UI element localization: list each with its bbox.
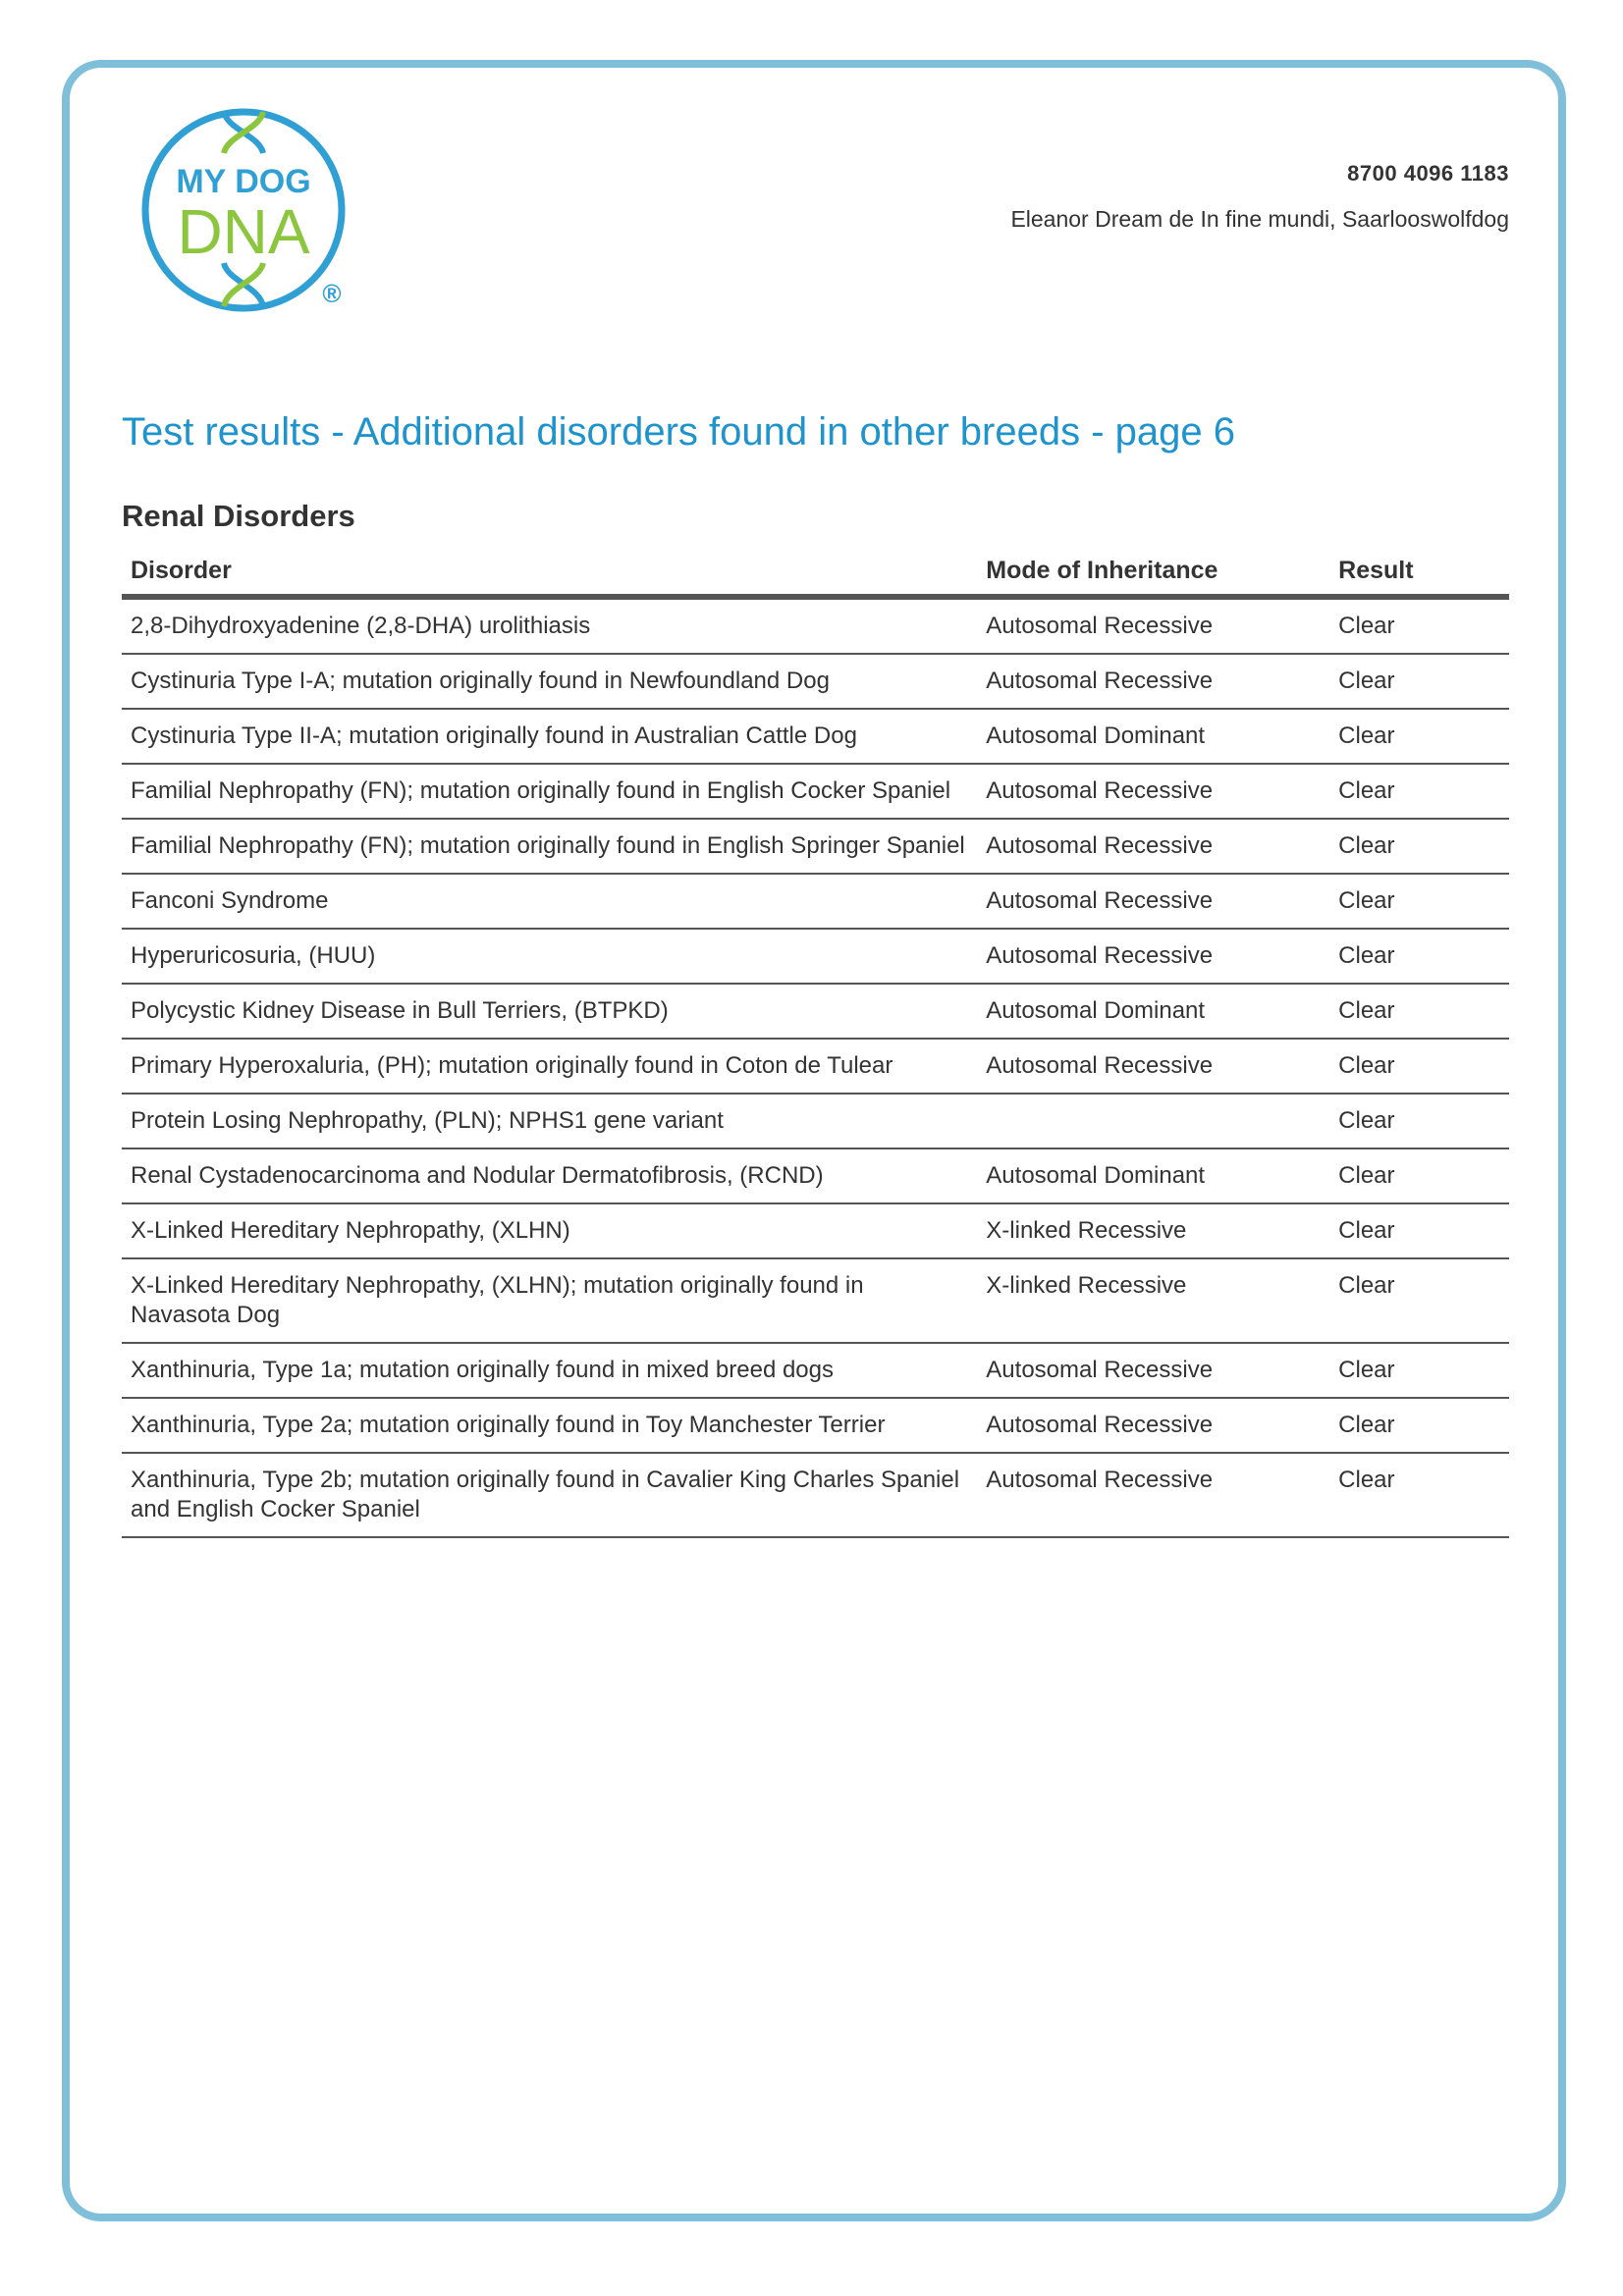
cell-result: Clear <box>1329 764 1509 819</box>
cell-disorder: Xanthinuria, Type 2b; mutation originally found in Cavalier King Charles Spaniel and English Cocker Spaniel <box>122 1453 977 1537</box>
cell-disorder: X-Linked Hereditary Nephropathy, (XLHN) <box>122 1203 977 1258</box>
table-row <box>122 1398 1509 1453</box>
table-row <box>122 764 1509 819</box>
cell-disorder: Fanconi Syndrome <box>122 874 977 929</box>
logo-registered-mark: ® <box>322 279 342 308</box>
dog-name: Eleanor Dream de In fine mundi, Saarlooswolfdog <box>1010 206 1509 232</box>
table-row <box>122 1258 1509 1343</box>
table-body <box>122 597 1509 1537</box>
cell-result: Clear <box>1329 984 1509 1039</box>
cell-result: Clear <box>1329 1398 1509 1453</box>
cell-mode: Autosomal Recessive <box>977 1039 1329 1094</box>
table-row <box>122 1343 1509 1398</box>
cell-result: Clear <box>1329 654 1509 709</box>
table-row <box>122 654 1509 709</box>
table-row <box>122 984 1509 1039</box>
table-row <box>122 1453 1509 1537</box>
cell-disorder: Protein Losing Nephropathy, (PLN); NPHS1 gene variant <box>122 1094 977 1148</box>
report-id: 8700 4096 1183 <box>1347 161 1509 186</box>
table-row <box>122 597 1509 654</box>
cell-disorder: Primary Hyperoxaluria, (PH); mutation originally found in Coton de Tulear <box>122 1039 977 1094</box>
logo-text-bottom: DNA <box>177 196 310 267</box>
cell-mode: Autosomal Recessive <box>977 654 1329 709</box>
cell-disorder: Familial Nephropathy (FN); mutation originally found in English Cocker Spaniel <box>122 764 977 819</box>
cell-disorder: Xanthinuria, Type 1a; mutation originally found in mixed breed dogs <box>122 1343 977 1398</box>
cell-mode: X-linked Recessive <box>977 1258 1329 1343</box>
cell-mode: Autosomal Dominant <box>977 1148 1329 1203</box>
cell-result: Clear <box>1329 597 1509 654</box>
cell-mode: Autosomal Recessive <box>977 874 1329 929</box>
table-row <box>122 1094 1509 1148</box>
cell-disorder: Cystinuria Type I-A; mutation originally found in Newfoundland Dog <box>122 654 977 709</box>
cell-result: Clear <box>1329 1258 1509 1343</box>
table-row <box>122 1039 1509 1094</box>
page-title: Test results - Additional disorders found in other breeds - page 6 <box>122 410 1235 454</box>
cell-disorder: Cystinuria Type II-A; mutation originally found in Australian Cattle Dog <box>122 709 977 764</box>
cell-mode: Autosomal Recessive <box>977 597 1329 654</box>
results-table <box>122 550 1509 1538</box>
report-header <box>1010 161 1509 233</box>
cell-result: Clear <box>1329 1343 1509 1398</box>
cell-disorder: Renal Cystadenocarcinoma and Nodular Dermatofibrosis, (RCND) <box>122 1148 977 1203</box>
cell-mode: Autosomal Dominant <box>977 984 1329 1039</box>
my-dog-dna-logo <box>137 106 353 317</box>
table-row <box>122 1148 1509 1203</box>
cell-disorder: Xanthinuria, Type 2a; mutation originally found in Toy Manchester Terrier <box>122 1398 977 1453</box>
table-row <box>122 709 1509 764</box>
logo-graphic <box>137 106 353 317</box>
cell-result: Clear <box>1329 929 1509 984</box>
cell-mode: Autosomal Recessive <box>977 819 1329 874</box>
cell-disorder: Polycystic Kidney Disease in Bull Terriers, (BTPKD) <box>122 984 977 1039</box>
cell-result: Clear <box>1329 819 1509 874</box>
cell-mode <box>977 1094 1329 1148</box>
cell-disorder: Familial Nephropathy (FN); mutation originally found in English Springer Spaniel <box>122 819 977 874</box>
cell-mode: Autosomal Recessive <box>977 1453 1329 1537</box>
cell-result: Clear <box>1329 709 1509 764</box>
table-header <box>122 550 1509 597</box>
cell-disorder: 2,8-Dihydroxyadenine (2,8-DHA) urolithiasis <box>122 597 977 654</box>
cell-result: Clear <box>1329 874 1509 929</box>
table-row <box>122 929 1509 984</box>
cell-mode: Autosomal Recessive <box>977 929 1329 984</box>
cell-result: Clear <box>1329 1148 1509 1203</box>
table-row <box>122 1203 1509 1258</box>
cell-mode: Autosomal Recessive <box>977 764 1329 819</box>
table-row <box>122 819 1509 874</box>
cell-result: Clear <box>1329 1094 1509 1148</box>
section-title: Renal Disorders <box>122 499 355 533</box>
cell-mode: X-linked Recessive <box>977 1203 1329 1258</box>
cell-disorder: X-Linked Hereditary Nephropathy, (XLHN); mutation originally found in Navasota Dog <box>122 1258 977 1343</box>
cell-mode: Autosomal Recessive <box>977 1398 1329 1453</box>
header-disorder: Disorder <box>122 550 977 597</box>
table-row <box>122 874 1509 929</box>
header-mode-of-inheritance: Mode of Inheritance <box>977 550 1329 597</box>
cell-disorder: Hyperuricosuria, (HUU) <box>122 929 977 984</box>
header-result: Result <box>1329 550 1509 597</box>
cell-result: Clear <box>1329 1203 1509 1258</box>
cell-result: Clear <box>1329 1453 1509 1537</box>
table-header-row <box>122 550 1509 597</box>
cell-mode: Autosomal Recessive <box>977 1343 1329 1398</box>
cell-mode: Autosomal Dominant <box>977 709 1329 764</box>
logo-text-top: MY DOG <box>176 163 311 200</box>
cell-result: Clear <box>1329 1039 1509 1094</box>
